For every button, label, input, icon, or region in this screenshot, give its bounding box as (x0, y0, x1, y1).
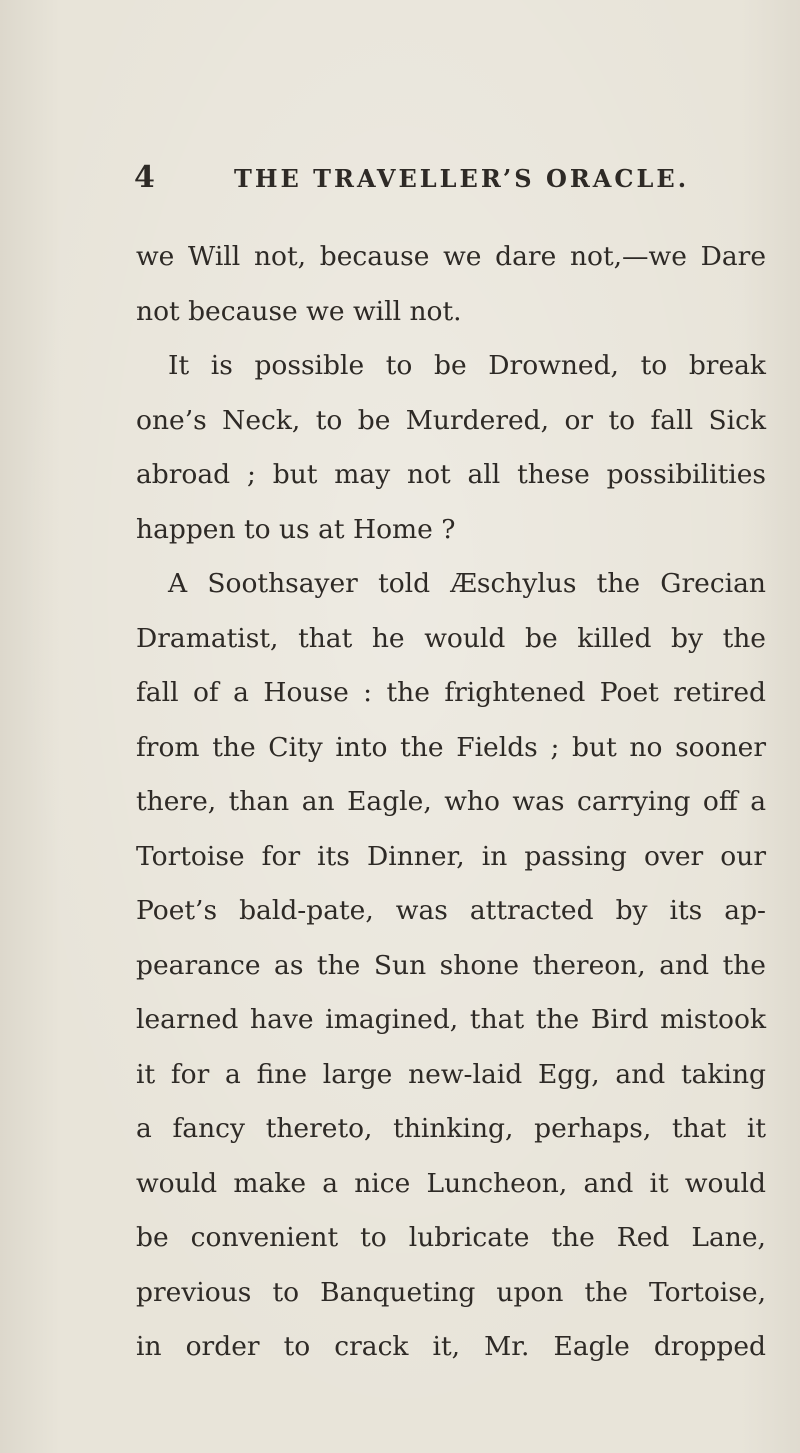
text-line: happen to us at Home ? (136, 513, 456, 545)
text-line: learned have imagined, that the Bird mistook (136, 1004, 766, 1035)
page-number: 4 (134, 160, 156, 195)
page-header (0, 160, 800, 204)
text-line: in order to crack it, Mr. Eagle dropped (136, 1331, 766, 1362)
text-line: we Will not, because we dare not,—we Dare (136, 241, 766, 272)
text-line: it for a fine large new-laid Egg, and taking (136, 1058, 766, 1090)
text-line: pearance as the Sun shone thereon, and the (136, 949, 766, 981)
running-title: THE TRAVELLER’S ORACLE. (234, 164, 690, 193)
text-line: A Soothsayer told Æschylus the Grecian (168, 568, 766, 599)
text-line: from the City into the Fields ; but no sooner (136, 731, 766, 763)
text-line: there, than an Eagle, who was carrying off a (136, 786, 766, 817)
text-line: one’s Neck, to be Murdered, or to fall Sick (136, 404, 766, 436)
text-line: Dramatist, that he would be killed by the (136, 622, 766, 654)
text-line: would make a nice Luncheon, and it would (136, 1167, 766, 1199)
text-line: not because we will not. (136, 295, 462, 327)
text-line: Tortoise for its Dinner, in passing over our (136, 840, 766, 872)
text-line: It is possible to be Drowned, to break (168, 350, 766, 381)
text-line: previous to Banqueting upon the Tortoise, (136, 1276, 766, 1308)
text-line: Poet’s bald-pate, was attracted by its ap- (136, 895, 766, 926)
body-text (136, 230, 766, 1375)
text-line: a fancy thereto, thinking, perhaps, that it (136, 1113, 766, 1144)
text-line: fall of a House : the frightened Poet retired (136, 677, 766, 708)
text-line: abroad ; but may not all these possibilities (136, 459, 766, 490)
text-line: be convenient to lubricate the Red Lane, (136, 1222, 766, 1253)
